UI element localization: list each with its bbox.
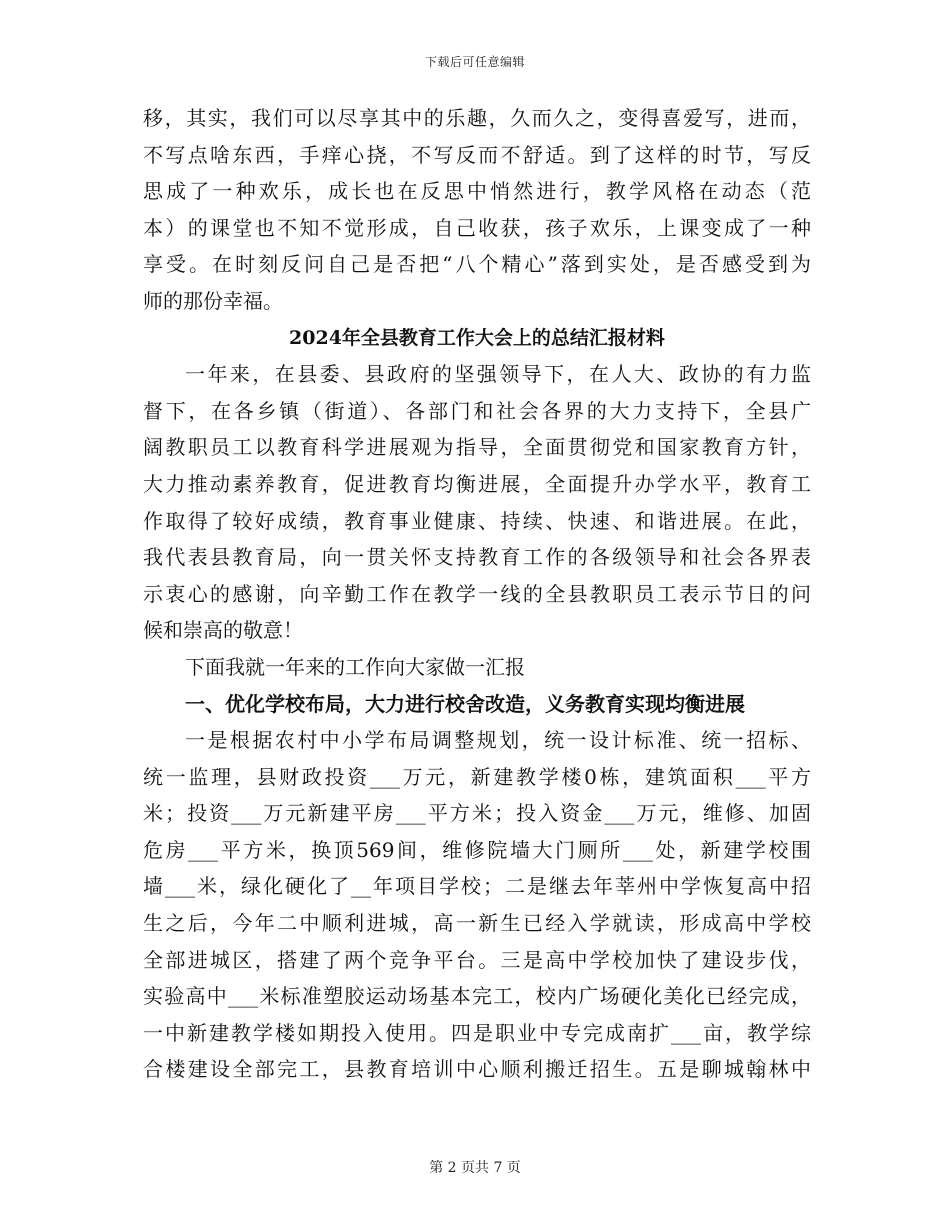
text-line: 统一监理，县财政投资___万元，新建教学楼0栋，建筑面积___平方 [143, 764, 811, 789]
text-line: 合楼建设全部完工，县教育培训中心顺利搬迁招生。五是聊城翰林中 [143, 1057, 811, 1082]
text-line: 实验高中___米标准塑胶运动场基本完工，校内广场硬化美化已经完成， [143, 984, 811, 1009]
text-line: 享受。在时刻反问自己是否把“八个精心”落到实处，是否感受到为 [143, 252, 811, 277]
text-line: 本）的课堂也不知不觉形成，自己收获，孩子欢乐，上课变成了一种 [143, 215, 811, 240]
document-body [143, 100, 811, 1088]
text-line: 示衷心的感谢，向辛勤工作在教学一线的全县教职员工表示节日的问 [143, 581, 811, 606]
text-line: 不写点啥东西，手痒心挠，不写反而不舒适。到了这样的时节，写反 [143, 142, 811, 167]
text-line: 思成了一种欢乐，成长也在反思中悄然进行，教学风格在动态（范 [143, 179, 811, 204]
text-line: 督下，在各乡镇（街道）、各部门和社会各界的大力支持下，全县广 [143, 398, 811, 423]
text-line: 下面我就一年来的工作向大家做一汇报 [185, 654, 525, 679]
text-line: 阔教职员工以教育科学进展观为指导，全面贯彻党和国家教育方针， [143, 435, 811, 460]
page-footer: 第 2 页共 7 页 [429, 1160, 521, 1176]
text-line: 一年来，在县委、县政府的坚强领导下，在人大、政协的有力监 [185, 362, 811, 387]
text-line: 危房___平方米，换顶569间，维修院墙大门厕所___处，新建学校围 [143, 837, 811, 862]
text-line: 一是根据农村中小学布局调整规划，统一设计标准、统一招标、 [185, 728, 811, 753]
text-line: 全部进城区，搭建了两个竞争平台。三是高中学校加快了建设步伐， [143, 947, 811, 972]
page-header: 下载后可任意编辑 [424, 55, 525, 69]
document-title: 2024年全县教育工作大会上的总结汇报材料 [289, 326, 665, 349]
text-line: 我代表县教育局，向一贯关怀支持教育工作的各级领导和社会各界表 [143, 545, 811, 570]
text-line: 师的那份幸福。 [143, 288, 283, 313]
text-line: 作取得了较好成绩，教育事业健康、持续、快速、和谐进展。在此， [143, 508, 811, 533]
section-heading: 一、优化学校布局，大力进行校舍改造，义务教育实现均衡进展 [185, 691, 745, 716]
text-line: 一中新建教学楼如期投入使用。四是职业中专完成南扩___亩，教学综 [143, 1020, 811, 1045]
text-line: 移，其实，我们可以尽享其中的乐趣，久而久之，变得喜爱写，进而， [143, 106, 811, 130]
text-line: 墙___米，绿化硬化了__年项目学校；二是继去年莘州中学恢复高中招 [143, 874, 811, 899]
text-line: 候和崇高的敬意！ [143, 618, 303, 643]
text-line: 米；投资___万元新建平房___平方米；投入资金___万元，维修、加固 [143, 801, 811, 826]
text-line: 大力推动素养教育，促进教育均衡进展，全面提升办学水平，教育工 [143, 471, 811, 496]
text-line: 生之后，今年二中顺利进城，高一新生已经入学就读，形成高中学校 [143, 911, 811, 936]
